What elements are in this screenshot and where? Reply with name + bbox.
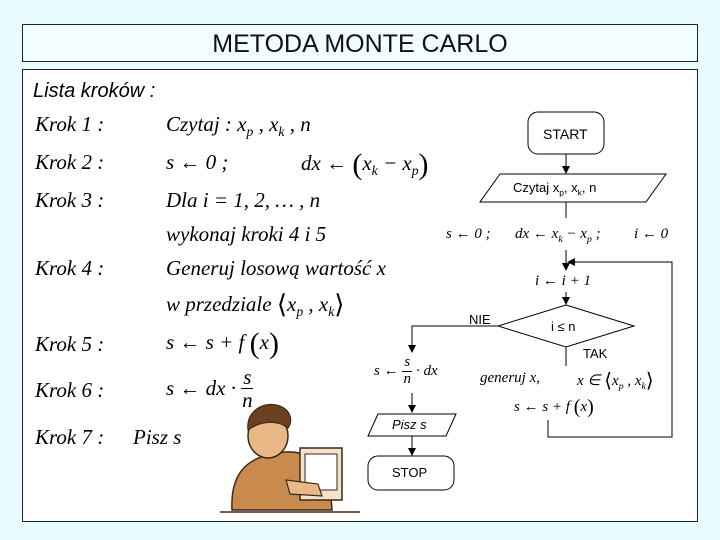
step-6-body: s ← dx · $\frac{s}{n}$	[166, 365, 253, 413]
start-label: START	[543, 126, 588, 142]
accumulate-label: s ← s + f (x)	[514, 396, 594, 418]
input-label: Czytaj $x_p$, $x_k$, n	[513, 180, 597, 198]
init-i: i ← 0	[634, 226, 669, 242]
print-label: Pisz s	[392, 417, 427, 432]
no-label: NIE	[469, 312, 491, 327]
step-4-line-2: w przedziale $⟨x_p$ , $x_k⟩$	[166, 290, 345, 320]
init-dx: dx ← $x_k - x_p$ ;	[515, 226, 601, 245]
step-7-label: Krok 7 :	[35, 425, 105, 449]
init-s: s ← 0 ;	[446, 226, 491, 242]
step-6-label: Krok 6 :	[35, 378, 105, 402]
step-3-line-1: Dla i = 1, 2, … , n	[166, 188, 321, 212]
generate-label: generuj x,	[480, 370, 540, 386]
step-2-part-b: dx ← $(x_k - x_p)$	[301, 148, 429, 181]
generate-range: x ∈ $⟨x_p$ , $x_k⟩$	[577, 370, 654, 392]
step-5-body: s ← s + f (x)	[166, 327, 279, 360]
stop-label: STOP	[392, 465, 428, 480]
step-2-label: Krok 2 :	[35, 150, 105, 174]
step-2-part-a: s ← 0 ;	[166, 150, 229, 174]
step-1-label: Krok 1 :	[35, 112, 105, 136]
step-3-line-2: wykonaj kroki 4 i 5	[166, 222, 327, 246]
step-4-label: Krok 4 :	[35, 256, 105, 280]
decision-label: i ≤ n	[551, 319, 576, 334]
step-5-label: Krok 5 :	[35, 332, 105, 356]
step-7-body: Pisz s	[133, 425, 182, 449]
final-compute-label: s ← $\frac{s}{n}$ · dx	[374, 354, 438, 387]
step-4-line-1: Generuj losową wartość x	[166, 256, 386, 280]
step-1-body: Czytaj : $x_p$ , $x_k$ , n	[166, 112, 311, 140]
person-at-computer-illustration	[220, 404, 360, 512]
step-3-label: Krok 3 :	[35, 188, 105, 212]
steps-heading: Lista kroków :	[33, 80, 156, 102]
increment-label: i ← i + 1	[535, 273, 591, 289]
yes-label: TAK	[583, 346, 608, 361]
page-title: METODA MONTE CARLO	[212, 30, 508, 58]
